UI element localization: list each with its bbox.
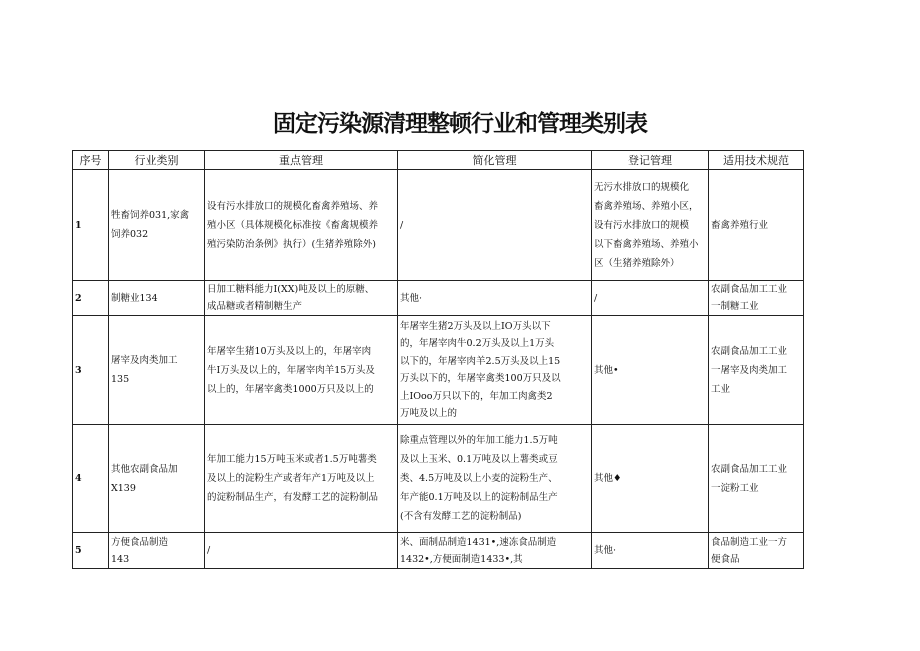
table-row [73,170,804,281]
cell-simplified: 年屠宰生猪2万头及以上IO万头以下 的，年屠宰肉牛0.2万头及以上1万头 以下的，年屠宰肉羊2.5万头及以上15 万头以下的，年屠宰禽类100万只及以 上IOoo万只以下的，年加工肉禽类2 万吨及以上的 [398,316,592,425]
cell-industry: 方便食品制造 143 [109,533,205,569]
header-simplified-management: 简化管理 [398,151,592,170]
cell-industry: 牲畜饲养031,家禽 饲养032 [109,170,205,281]
cell-simplified: 除重点管理以外的年加工能力1.5万吨 及以上玉米、0.1万吨及以上薯类或豆 类、4.5万吨及以上小麦的淀粉生产、 年产能0.1万吨及以上的淀粉制品生产 (不含有发酵工艺的淀粉制品) [398,425,592,533]
cell-registration: / [592,281,709,316]
header-industry: 行业类别 [109,151,205,170]
cell-spec: 畜禽养殖行业 [709,170,804,281]
table-header-row [73,151,804,170]
table-row [73,425,804,533]
cell-spec: 农副食品加工工业 一制糖工业 [709,281,804,316]
cell-no: 4 [73,425,109,533]
cell-registration: 其他· [592,533,709,569]
table-row [73,316,804,425]
header-key-management: 重点管理 [205,151,398,170]
cell-key: 年屠宰生猪10万头及以上的，年屠宰肉 牛I万头及以上的，年屠宰肉羊15万头及 以上的，年屠宰禽类1000万只及以上的 [205,316,398,425]
cell-registration: 无污水排放口的规模化 畜禽养殖场、养殖小区， 设有污水排放口的规模 以下畜禽养殖场、养殖小 区（生猪养殖除外） [592,170,709,281]
cell-key: 设有污水排放口的规模化畜禽养殖场、养 殖小区（具体规模化标准按《畜禽规模养 殖污染防治条例》执行）(生猪养殖除外) [205,170,398,281]
cell-spec: 食品制造工业一方 便食品 [709,533,804,569]
cell-spec: 农副食品加工工业 一淀粉工业 [709,425,804,533]
table-row [73,281,804,316]
header-no: 序号 [73,151,109,170]
header-registration-management: 登记管理 [592,151,709,170]
cell-simplified: 米、面制品制造1431•,速冻食品制造 1432•,方便面制造1433•,其 [398,533,592,569]
cell-simplified: 其他· [398,281,592,316]
cell-industry: 屠宰及肉类加工 135 [109,316,205,425]
cell-key: / [205,533,398,569]
header-technical-spec: 适用技术规范 [709,151,804,170]
cell-key: 日加工糖料能力I(XX)吨及以上的原糖、 成品糖或者精制糖生产 [205,281,398,316]
cell-no: 1 [73,170,109,281]
cell-registration: 其他♦ [592,425,709,533]
cell-no: 3 [73,316,109,425]
cell-spec: 农副食品加工工业 一屠宰及肉类加工 工业 [709,316,804,425]
cell-key: 年加工能力15万吨玉米或者1.5万吨薯类 及以上的淀粉生产或者年产1万吨及以上 的淀粉制品生产，有发酵工艺的淀粉制品 [205,425,398,533]
cell-no: 5 [73,533,109,569]
category-table [72,150,804,569]
cell-no: 2 [73,281,109,316]
table-row [73,533,804,569]
cell-industry: 制糖业134 [109,281,205,316]
cell-simplified: / [398,170,592,281]
page-title: 固定污染源清理整顿行业和管理类别表 [273,111,647,137]
cell-industry: 其他农副食品加 X139 [109,425,205,533]
cell-registration: 其他• [592,316,709,425]
